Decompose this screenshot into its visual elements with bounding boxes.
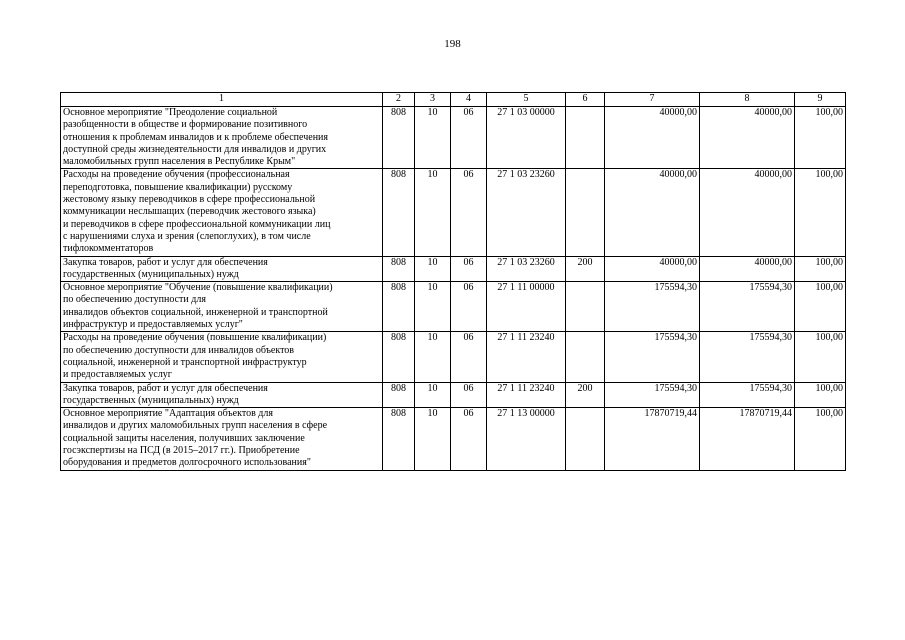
table-row (61, 256, 846, 282)
header-row (61, 93, 846, 107)
section-code: 10 (415, 382, 451, 408)
subsection-code: 06 (451, 282, 487, 332)
row-description-text: Основное мероприятие "Адаптация объектов для инвалидов и других маломобильных групп населения в сфере социальной защиты населения, получивших заключение госэкспертизы на ПСД (в 2015–2017 гг.). Приобретение оборудования и предметов долгосрочного использования" (63, 408, 328, 469)
subsection-code: 06 (451, 107, 487, 169)
header-cell: 9 (795, 93, 846, 107)
row-description-text: Расходы на проведение обучения (профессиональная переподготовка, повышение квалификации) русскому жестовому языку переводчиков в сфере профессиональной коммуникации неслышащих (переводчик жестового языка) и переводчиков в сфере профессиональной коммуникации лиц с нарушениями слуха и зрения (слепоглухих), в том числе тифлокомментаторов (63, 169, 331, 255)
subsection-code: 06 (451, 256, 487, 282)
section-code: 10 (415, 332, 451, 382)
ministry-code: 808 (383, 256, 415, 282)
section-code: 10 (415, 256, 451, 282)
table-row (61, 107, 846, 169)
header-cell: 4 (451, 93, 487, 107)
section-code: 10 (415, 107, 451, 169)
row-description-text: Расходы на проведение обучения (повышение квалификации) по обеспечению доступности для инвалидов объектов социальной, инженерной и транспортной инфраструктур и предоставляемых услуг (63, 332, 327, 381)
target-article-code: 27 1 03 00000 (487, 107, 566, 169)
subsection-code: 06 (451, 332, 487, 382)
row-description (61, 382, 383, 408)
expense-type-code (566, 332, 605, 382)
planned-amount: 40000,00 (605, 256, 700, 282)
row-description (61, 408, 383, 470)
row-description-text: Закупка товаров, работ и услуг для обеспечения государственных (муниципальных) нужд (63, 256, 268, 280)
table-row (61, 169, 846, 256)
executed-amount: 175594,30 (700, 332, 795, 382)
ministry-code: 808 (383, 282, 415, 332)
planned-amount: 17870719,44 (605, 408, 700, 470)
ministry-code: 808 (383, 107, 415, 169)
execution-percent: 100,00 (795, 169, 846, 256)
section-code: 10 (415, 408, 451, 470)
header-cell: 1 (61, 93, 383, 107)
planned-amount: 175594,30 (605, 282, 700, 332)
subsection-code: 06 (451, 382, 487, 408)
expense-type-code (566, 408, 605, 470)
row-description-text: Основное мероприятие "Преодоление социальной разобщенности в обществе и формирование позитивного отношения к проблемам инвалидов и к проблеме обеспечения доступной среды жизнедеятельности для инвалидов и других маломобильных групп населения в Республике Крым" (63, 107, 328, 168)
executed-amount: 40000,00 (700, 169, 795, 256)
planned-amount: 175594,30 (605, 332, 700, 382)
header-cell: 5 (487, 93, 566, 107)
target-article-code: 27 1 11 23240 (487, 382, 566, 408)
subsection-code: 06 (451, 169, 487, 256)
executed-amount: 175594,30 (700, 382, 795, 408)
expense-type-code: 200 (566, 256, 605, 282)
execution-percent: 100,00 (795, 332, 846, 382)
target-article-code: 27 1 11 23240 (487, 332, 566, 382)
header-cell: 7 (605, 93, 700, 107)
expense-type-code: 200 (566, 382, 605, 408)
row-description (61, 107, 383, 169)
ministry-code: 808 (383, 408, 415, 470)
header-cell: 3 (415, 93, 451, 107)
table-row (61, 382, 846, 408)
table-row (61, 332, 846, 382)
budget-table (60, 92, 846, 471)
planned-amount: 40000,00 (605, 107, 700, 169)
section-code: 10 (415, 282, 451, 332)
expense-type-code (566, 169, 605, 256)
row-description-text: Закупка товаров, работ и услуг для обеспечения государственных (муниципальных) нужд (63, 382, 268, 406)
expense-type-code (566, 107, 605, 169)
ministry-code: 808 (383, 382, 415, 408)
row-description (61, 332, 383, 382)
planned-amount: 175594,30 (605, 382, 700, 408)
table-row (61, 282, 846, 332)
execution-percent: 100,00 (795, 382, 846, 408)
ministry-code: 808 (383, 332, 415, 382)
target-article-code: 27 1 11 00000 (487, 282, 566, 332)
row-description (61, 256, 383, 282)
subsection-code: 06 (451, 408, 487, 470)
executed-amount: 40000,00 (700, 256, 795, 282)
executed-amount: 17870719,44 (700, 408, 795, 470)
row-description-text: Основное мероприятие "Обучение (повышение квалификации) по обеспечению доступности для инвалидов объектов социальной, инженерной и транспортной инфраструктур и предоставляемых услуг" (63, 282, 333, 331)
page-number: 198 (444, 38, 461, 50)
expense-type-code (566, 282, 605, 332)
row-description (61, 169, 383, 256)
execution-percent: 100,00 (795, 256, 846, 282)
table-row (61, 408, 846, 470)
target-article-code: 27 1 03 23260 (487, 169, 566, 256)
ministry-code: 808 (383, 169, 415, 256)
header-cell: 2 (383, 93, 415, 107)
planned-amount: 40000,00 (605, 169, 700, 256)
execution-percent: 100,00 (795, 107, 846, 169)
target-article-code: 27 1 13 00000 (487, 408, 566, 470)
executed-amount: 175594,30 (700, 282, 795, 332)
execution-percent: 100,00 (795, 408, 846, 470)
executed-amount: 40000,00 (700, 107, 795, 169)
target-article-code: 27 1 03 23260 (487, 256, 566, 282)
header-cell: 6 (566, 93, 605, 107)
section-code: 10 (415, 169, 451, 256)
header-cell: 8 (700, 93, 795, 107)
execution-percent: 100,00 (795, 282, 846, 332)
row-description (61, 282, 383, 332)
